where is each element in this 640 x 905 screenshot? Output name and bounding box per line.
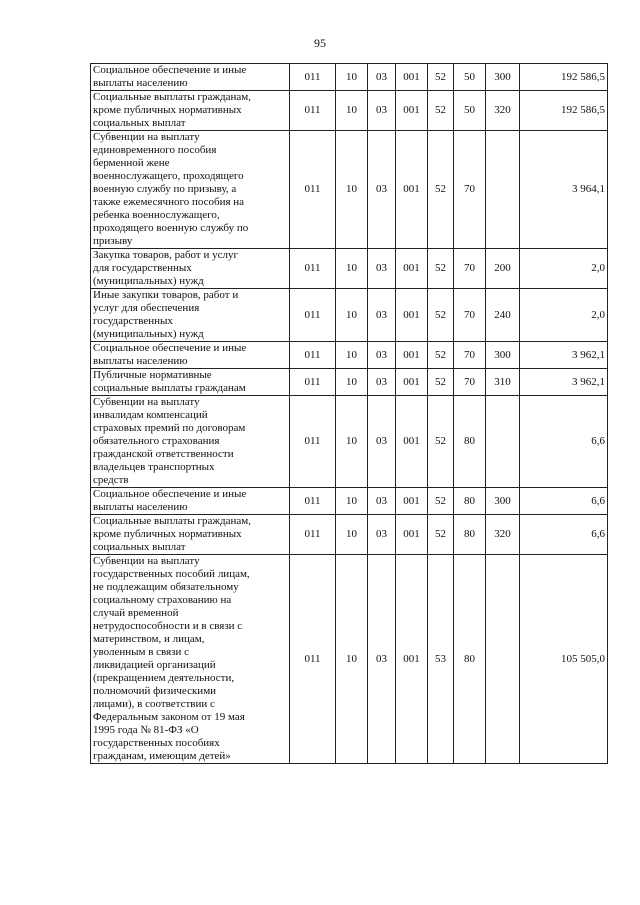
expense-type-cell: 300 bbox=[486, 64, 520, 91]
row-name-cell: Социальные выплаты гражданам, кроме публичных нормативных социальных выплат bbox=[91, 515, 290, 555]
amount-cell: 192 586,5 bbox=[520, 91, 608, 131]
row-name-cell: Закупка товаров, работ и услуг для государственных (муниципальных) нужд bbox=[91, 249, 290, 289]
target-article-part3-cell: 70 bbox=[454, 131, 486, 249]
target-article-part1-cell: 001 bbox=[396, 342, 428, 369]
table-row bbox=[91, 396, 608, 488]
subsection-cell: 03 bbox=[368, 515, 396, 555]
target-article-part2-cell: 52 bbox=[428, 64, 454, 91]
section-cell: 10 bbox=[336, 289, 368, 342]
ministry-code-cell: 011 bbox=[290, 515, 336, 555]
target-article-part3-cell: 70 bbox=[454, 369, 486, 396]
target-article-part2-cell: 52 bbox=[428, 131, 454, 249]
ministry-code-cell: 011 bbox=[290, 488, 336, 515]
expense-type-cell: 240 bbox=[486, 289, 520, 342]
amount-cell: 3 964,1 bbox=[520, 131, 608, 249]
section-cell: 10 bbox=[336, 64, 368, 91]
target-article-part2-cell: 53 bbox=[428, 555, 454, 764]
amount-cell: 192 586,5 bbox=[520, 64, 608, 91]
target-article-part3-cell: 70 bbox=[454, 249, 486, 289]
row-name-cell: Субвенции на выплату государственных пособий лицам, не подлежащим обязательному социальному страхованию на случай временной нетрудоспособности и в связи с материнством, и лицам, уволенным в связи с ликвидацией организаций (прекращением деятельности, полномочий физическими лицами), в соответствии с Федеральным законом от 19 мая 1995 года № 81-ФЗ «О государственных пособиях гражданам, имеющим детей» bbox=[91, 555, 290, 764]
target-article-part2-cell: 52 bbox=[428, 91, 454, 131]
ministry-code-cell: 011 bbox=[290, 91, 336, 131]
row-name-cell: Субвенции на выплату инвалидам компенсаций страховых премий по договорам обязательного страхования гражданской ответственности владельцев транспортных средств bbox=[91, 396, 290, 488]
table-row bbox=[91, 488, 608, 515]
target-article-part1-cell: 001 bbox=[396, 555, 428, 764]
amount-cell: 6,6 bbox=[520, 396, 608, 488]
amount-cell: 2,0 bbox=[520, 249, 608, 289]
target-article-part1-cell: 001 bbox=[396, 91, 428, 131]
target-article-part3-cell: 80 bbox=[454, 488, 486, 515]
amount-cell: 6,6 bbox=[520, 488, 608, 515]
row-name-cell: Социальное обеспечение и иные выплаты населению bbox=[91, 488, 290, 515]
table-row bbox=[91, 555, 608, 764]
table-row bbox=[91, 369, 608, 396]
subsection-cell: 03 bbox=[368, 488, 396, 515]
section-cell: 10 bbox=[336, 91, 368, 131]
ministry-code-cell: 011 bbox=[290, 396, 336, 488]
target-article-part1-cell: 001 bbox=[396, 64, 428, 91]
expense-type-cell bbox=[486, 555, 520, 764]
row-name-cell: Публичные нормативные социальные выплаты гражданам bbox=[91, 369, 290, 396]
target-article-part2-cell: 52 bbox=[428, 515, 454, 555]
amount-cell: 2,0 bbox=[520, 289, 608, 342]
section-cell: 10 bbox=[336, 555, 368, 764]
ministry-code-cell: 011 bbox=[290, 289, 336, 342]
expense-type-cell: 310 bbox=[486, 369, 520, 396]
row-name-cell: Социальное обеспечение и иные выплаты населению bbox=[91, 64, 290, 91]
expense-type-cell: 300 bbox=[486, 342, 520, 369]
ministry-code-cell: 011 bbox=[290, 342, 336, 369]
target-article-part3-cell: 50 bbox=[454, 91, 486, 131]
section-cell: 10 bbox=[336, 249, 368, 289]
ministry-code-cell: 011 bbox=[290, 369, 336, 396]
target-article-part2-cell: 52 bbox=[428, 289, 454, 342]
subsection-cell: 03 bbox=[368, 342, 396, 369]
target-article-part1-cell: 001 bbox=[396, 289, 428, 342]
table-row bbox=[91, 91, 608, 131]
row-name-cell: Субвенции на выплату единовременного пособия берменной жене военнослужащего, проходящего военную службу по призыву, а также ежемесячного пособия на ребенка военнослужащего, проходящего военную службу по призыву bbox=[91, 131, 290, 249]
table-row bbox=[91, 249, 608, 289]
section-cell: 10 bbox=[336, 131, 368, 249]
table-row bbox=[91, 289, 608, 342]
target-article-part3-cell: 50 bbox=[454, 64, 486, 91]
row-name-cell: Социальные выплаты гражданам, кроме публичных нормативных социальных выплат bbox=[91, 91, 290, 131]
ministry-code-cell: 011 bbox=[290, 64, 336, 91]
row-name-cell: Социальное обеспечение и иные выплаты населению bbox=[91, 342, 290, 369]
subsection-cell: 03 bbox=[368, 289, 396, 342]
target-article-part1-cell: 001 bbox=[396, 131, 428, 249]
expense-type-cell bbox=[486, 396, 520, 488]
subsection-cell: 03 bbox=[368, 131, 396, 249]
target-article-part2-cell: 52 bbox=[428, 488, 454, 515]
table-row bbox=[91, 64, 608, 91]
target-article-part2-cell: 52 bbox=[428, 249, 454, 289]
ministry-code-cell: 011 bbox=[290, 555, 336, 764]
section-cell: 10 bbox=[336, 396, 368, 488]
target-article-part2-cell: 52 bbox=[428, 342, 454, 369]
subsection-cell: 03 bbox=[368, 555, 396, 764]
budget-table-body bbox=[91, 64, 608, 764]
target-article-part1-cell: 001 bbox=[396, 369, 428, 396]
table-row bbox=[91, 515, 608, 555]
subsection-cell: 03 bbox=[368, 369, 396, 396]
ministry-code-cell: 011 bbox=[290, 131, 336, 249]
target-article-part3-cell: 80 bbox=[454, 555, 486, 764]
page-number: 95 bbox=[314, 36, 326, 50]
section-cell: 10 bbox=[336, 515, 368, 555]
target-article-part3-cell: 80 bbox=[454, 396, 486, 488]
ministry-code-cell: 011 bbox=[290, 249, 336, 289]
section-cell: 10 bbox=[336, 342, 368, 369]
expense-type-cell: 300 bbox=[486, 488, 520, 515]
expense-type-cell bbox=[486, 131, 520, 249]
target-article-part1-cell: 001 bbox=[396, 488, 428, 515]
expense-type-cell: 200 bbox=[486, 249, 520, 289]
subsection-cell: 03 bbox=[368, 64, 396, 91]
expense-type-cell: 320 bbox=[486, 91, 520, 131]
target-article-part1-cell: 001 bbox=[396, 515, 428, 555]
amount-cell: 3 962,1 bbox=[520, 342, 608, 369]
expense-type-cell: 320 bbox=[486, 515, 520, 555]
budget-table bbox=[90, 63, 608, 764]
target-article-part3-cell: 70 bbox=[454, 342, 486, 369]
target-article-part3-cell: 80 bbox=[454, 515, 486, 555]
amount-cell: 3 962,1 bbox=[520, 369, 608, 396]
target-article-part1-cell: 001 bbox=[396, 249, 428, 289]
section-cell: 10 bbox=[336, 488, 368, 515]
subsection-cell: 03 bbox=[368, 91, 396, 131]
amount-cell: 105 505,0 bbox=[520, 555, 608, 764]
subsection-cell: 03 bbox=[368, 396, 396, 488]
subsection-cell: 03 bbox=[368, 249, 396, 289]
table-row bbox=[91, 131, 608, 249]
target-article-part1-cell: 001 bbox=[396, 396, 428, 488]
target-article-part3-cell: 70 bbox=[454, 289, 486, 342]
amount-cell: 6,6 bbox=[520, 515, 608, 555]
row-name-cell: Иные закупки товаров, работ и услуг для обеспечения государственных (муниципальных) нужд bbox=[91, 289, 290, 342]
target-article-part2-cell: 52 bbox=[428, 396, 454, 488]
section-cell: 10 bbox=[336, 369, 368, 396]
table-row bbox=[91, 342, 608, 369]
target-article-part2-cell: 52 bbox=[428, 369, 454, 396]
